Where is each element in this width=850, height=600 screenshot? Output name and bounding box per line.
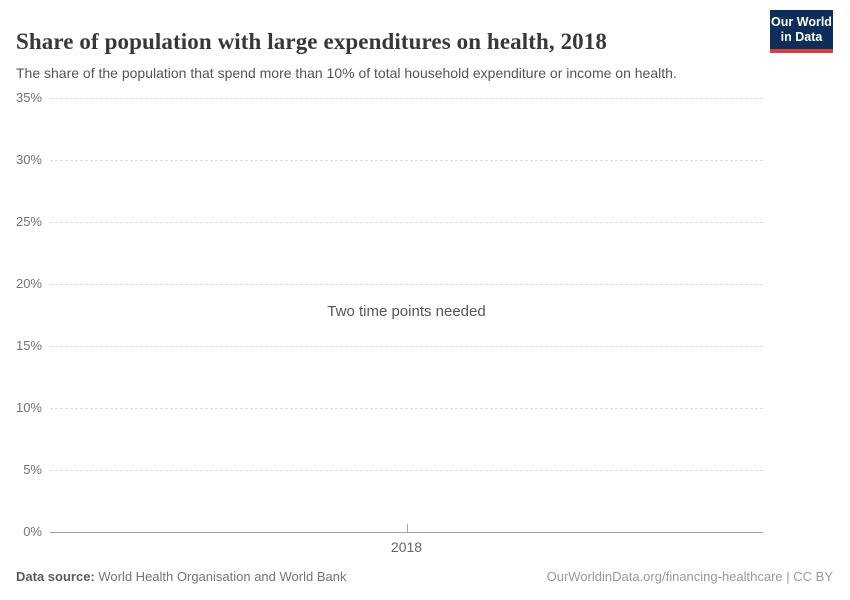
y-axis-tick-label: 0%	[23, 524, 42, 539]
y-axis-tick-label: 25%	[15, 214, 42, 229]
gridline	[50, 408, 763, 409]
gridline	[50, 470, 763, 471]
y-axis-tick-label: 5%	[23, 462, 42, 477]
footer-data-source	[16, 569, 346, 584]
x-axis-tick-label: 2018	[390, 539, 423, 555]
gridline	[50, 222, 763, 223]
gridline	[50, 284, 763, 285]
owid-logo-line1: Our World	[771, 14, 832, 29]
attribution-link[interactable]: OurWorldinData.org/financing-healthcare | CC BY	[546, 569, 833, 584]
x-axis-tick-mark	[407, 524, 408, 532]
owid-logo-line2: in Data	[780, 29, 823, 44]
y-axis-tick-label: 20%	[15, 276, 42, 291]
gridline	[50, 98, 763, 99]
y-axis-tick-label: 10%	[15, 400, 42, 415]
data-source-text: World Health Organisation and World Bank	[94, 569, 347, 584]
gridline	[50, 346, 763, 347]
data-source-label: Data source:	[16, 569, 95, 584]
x-axis-line	[50, 532, 763, 533]
y-axis-tick-label: 30%	[15, 152, 42, 167]
chart-title: Share of population with large expenditures on health, 2018	[16, 29, 607, 55]
chart-subtitle: The share of the population that spend more than 10% of total household expenditure or income on health.	[16, 65, 677, 81]
chart-empty-message: Two time points needed	[327, 303, 486, 320]
y-axis-tick-label: 15%	[15, 338, 42, 353]
gridline	[50, 160, 763, 161]
y-axis-tick-label: 35%	[15, 90, 42, 105]
